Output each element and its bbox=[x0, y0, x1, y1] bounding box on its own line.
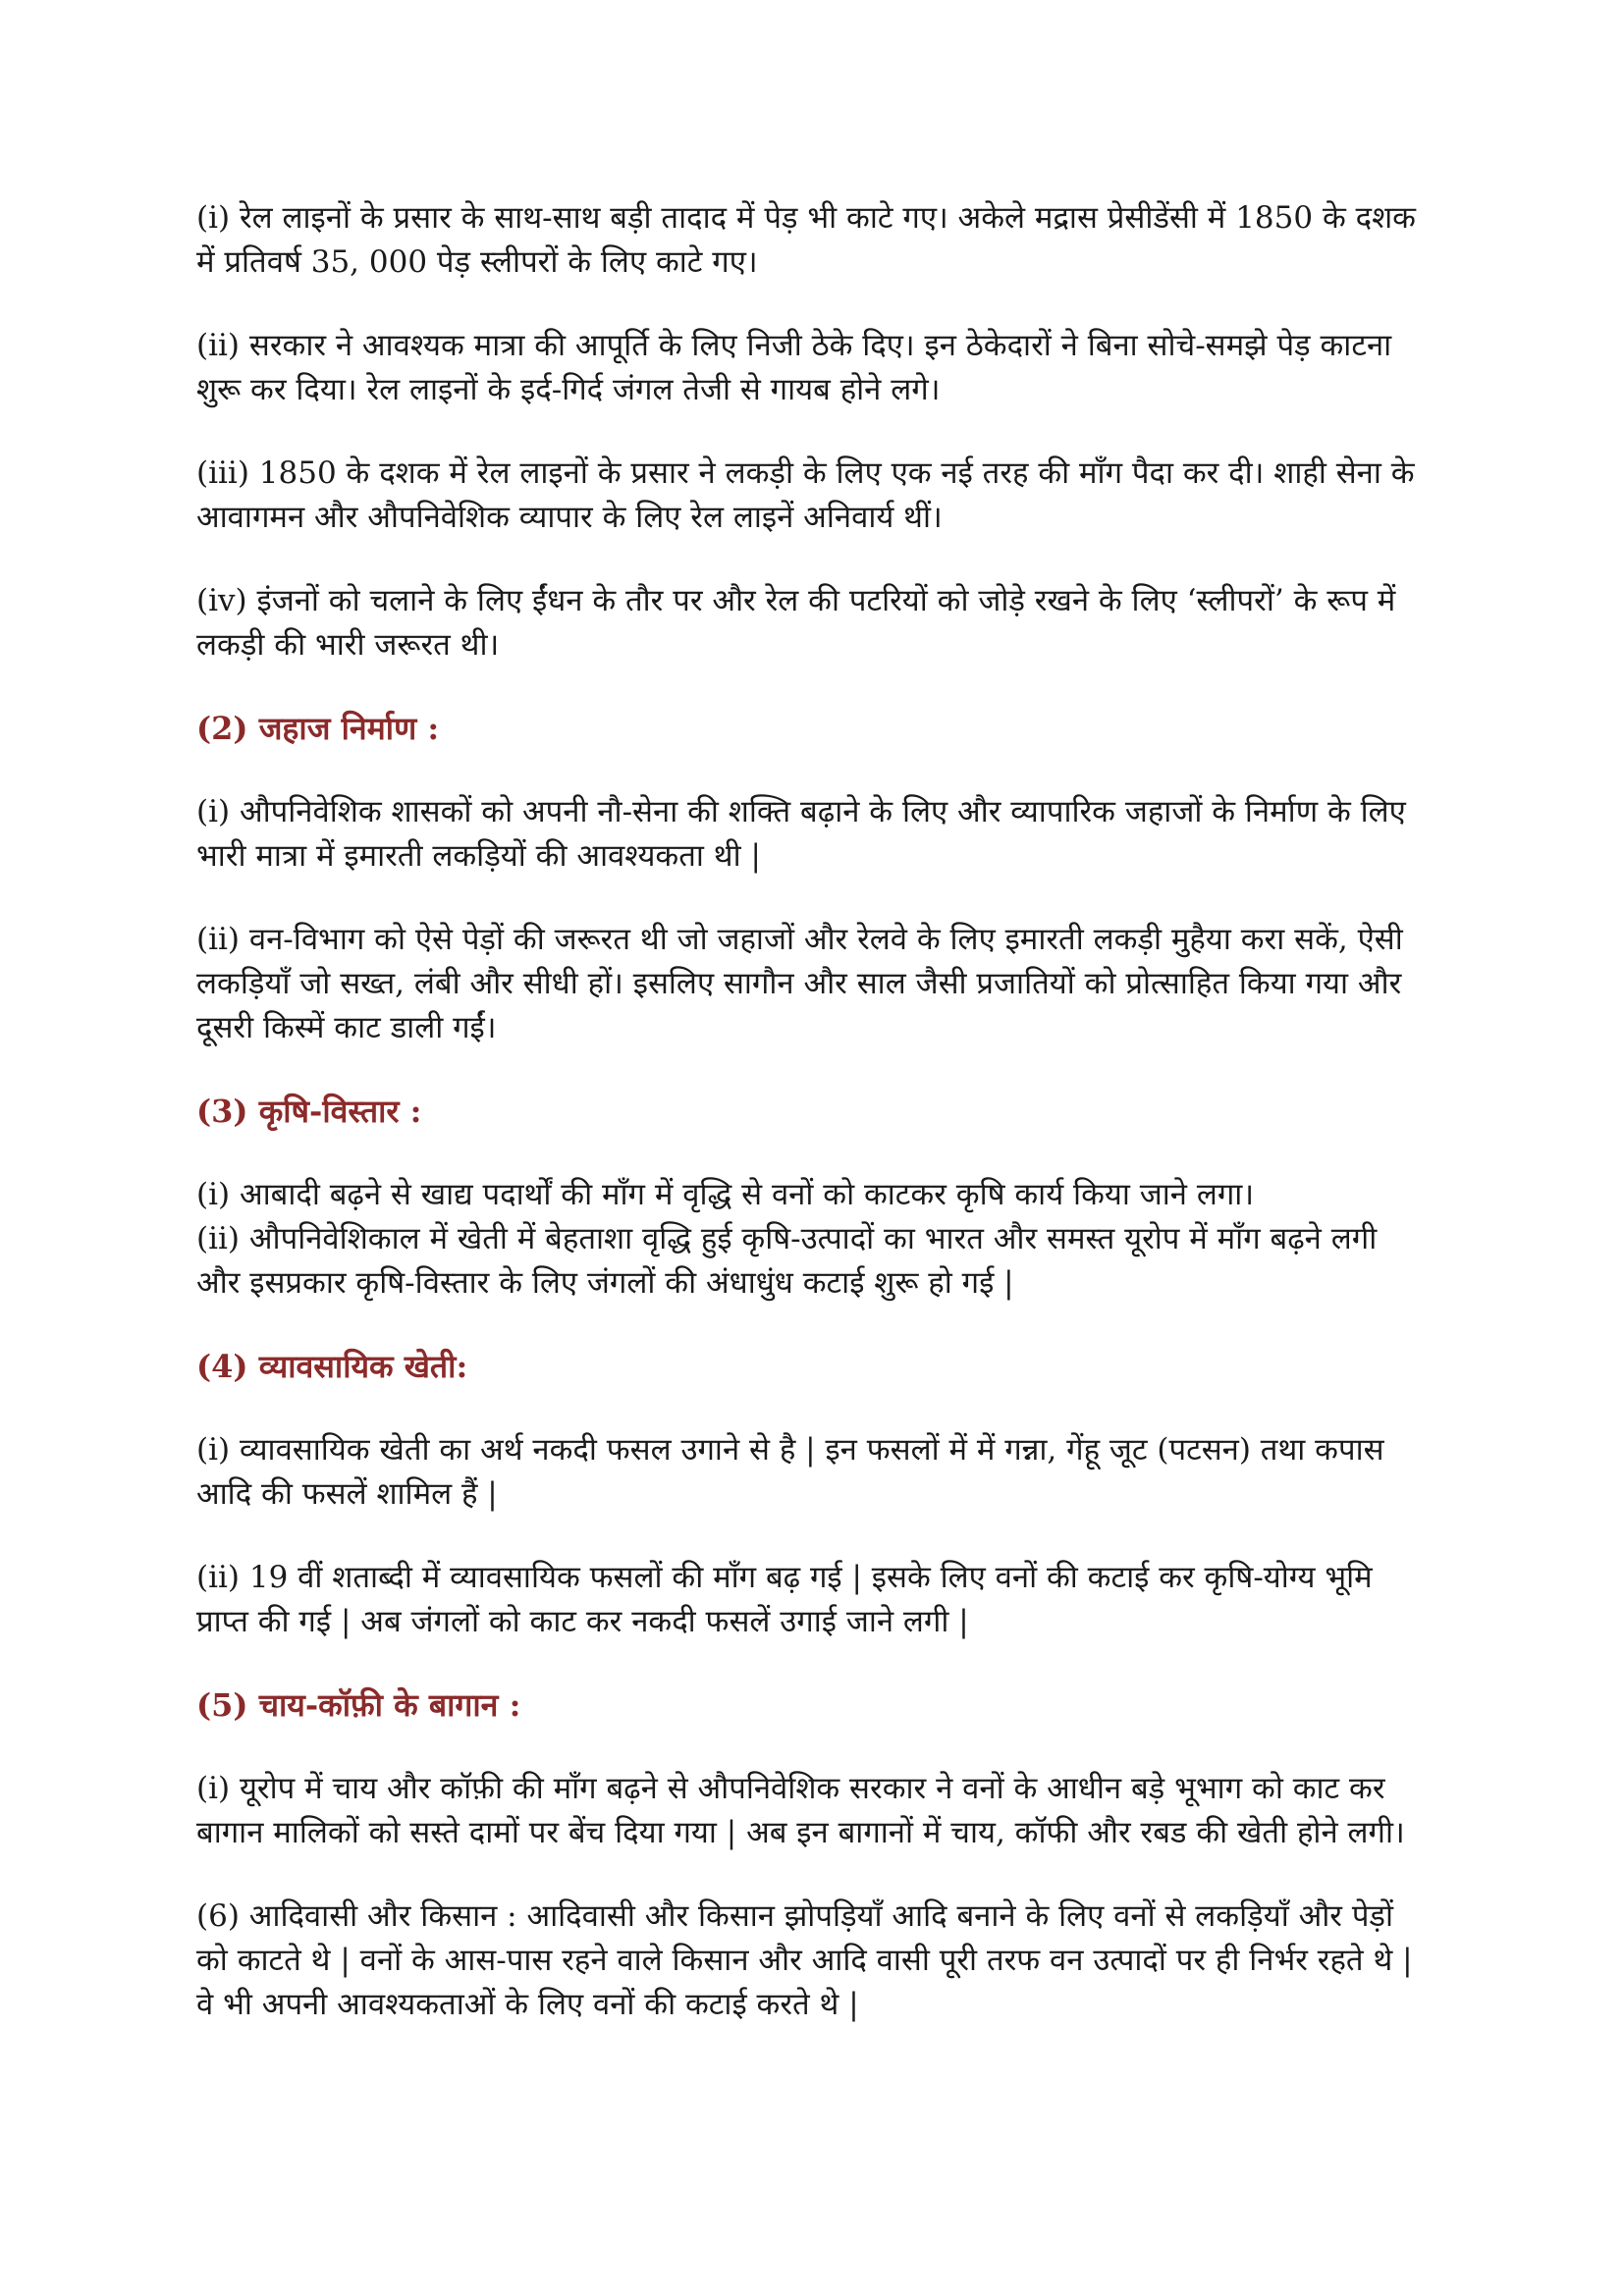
commercial-farming-para-2: (ii) 19 वीं शताब्दी में व्यावसायिक फसलों की माँग बढ़ गई | इसके लिए वनों की कटाई कर कृषि-योग्य भूमि प्राप्त की गई | अब जंगलों को काट कर नकदी फसलें उगाई जाने लगी | bbox=[196, 1560, 1373, 1639]
agriculture-heading: (3) कृषि-विस्तार : bbox=[196, 1093, 422, 1130]
tribals-para: (6) आदिवासी और किसान : आदिवासी और किसान झोपड़ियाँ आदि बनाने के लिए वनों से लकड़ियाँ और पेड़ों को काटते थे | वनों के आस-पास रहने वाले किसान और आदि वासी पूरी तरफ वन उत्पादों पर ही निर्भर रहते थे | वे भी अपनी आवश्यकताओं के लिए वनों की कटाई करते थे | bbox=[196, 1898, 1413, 2022]
railway-para-2: (ii) सरकार ने आवश्यक मात्रा की आपूर्ति के लिए निजी ठेके दिए। इन ठेकेदारों ने बिना सोचे-समझे पेड़ काटना शुरू कर दिया। रेल लाइनों के इर्द-गिर्द जंगल तेजी से गायब होने लगे। bbox=[196, 328, 1392, 407]
railway-para-4: (iv) इंजनों को चलाने के लिए ईंधन के तौर पर और रेल की पटरियों को जोड़े रखने के लिए ‘स्लीपरों’ के रूप में लकड़ी की भारी जरूरत थी। bbox=[196, 583, 1396, 663]
shipbuilding-para-2: (ii) वन-विभाग को ऐसे पेड़ों की जरूरत थी जो जहाजों और रेलवे के लिए इमारती लकड़ी मुहैया करा सकें, ऐसी लकड़ियाँ जो सख्त, लंबी और सीधी हों। इसलिए सागौन और साल जैसी प्रजातियों को प्रोत्साहित किया गया और दूसरी किस्में काट डाली गईं। bbox=[196, 922, 1403, 1045]
commercial-farming-para-1: (i) व्यावसायिक खेती का अर्थ नकदी फसल उगाने से है | इन फसलों में में गन्ना, गेंहू जूट (पटसन) तथा कपास आदि की फसलें शामिल हैं | bbox=[196, 1432, 1384, 1512]
railway-para-3: (iii) 1850 के दशक में रेल लाइनों के प्रसार ने लकड़ी के लिए एक नई तरह की माँग पैदा कर दी। शाही सेना के आवागमन और औपनिवेशिक व्यापार के लिए रेल लाइनें अनिवार्य थीं। bbox=[196, 455, 1415, 535]
document-page bbox=[196, 196, 1424, 2066]
railway-para-1: (i) रेल लाइनों के प्रसार के साथ-साथ बड़ी तादाद में पेड़ भी काटे गए। अकेले मद्रास प्रेसीडेंसी में 1850 के दशक में प्रतिवर्ष 35, 000 पेड़ स्लीपरों के लिए काटे गए। bbox=[196, 200, 1416, 280]
agriculture-para-2: (ii) औपनिवेशिकाल में खेती में बेहताशा वृद्धि हुई कृषि-उत्पादों का भारत और समस्त यूरोप में माँग बढ़ने लगी और इसप्रकार कृषि-विस्तार के लिए जंगलों की अंधाधुंध कटाई शुरू हो गई | bbox=[196, 1221, 1378, 1301]
commercial-farming-heading: (4) व्यावसायिक खेती: bbox=[196, 1348, 468, 1385]
shipbuilding-heading: (2) जहाज निर्माण : bbox=[196, 710, 440, 747]
agriculture-para-1: (i) आबादी बढ़ने से खाद्य पदार्थों की माँग में वृद्धि से वनों को काटकर कृषि कार्य किया जाने लगा। bbox=[196, 1177, 1255, 1212]
plantations-para-1: (i) यूरोप में चाय और कॉफ़ी की माँग बढ़ने से औपनिवेशिक सरकार ने वनों के आधीन बड़े भूभाग को काट कर बागान मालिकों को सस्ते दामों पर बेंच दिया गया | अब इन बागानों में चाय, कॉफी और रबड की खेती होने लगी। bbox=[196, 1771, 1405, 1850]
shipbuilding-para-1: (i) औपनिवेशिक शासकों को अपनी नौ-सेना की शक्ति बढ़ाने के लिए और व्यापारिक जहाजों के निर्माण के लिए भारी मात्रा में इमारती लकड़ियों की आवश्यकता थी | bbox=[196, 794, 1406, 874]
plantations-heading: (5) चाय-कॉफ़ी के बागान : bbox=[196, 1686, 521, 1724]
